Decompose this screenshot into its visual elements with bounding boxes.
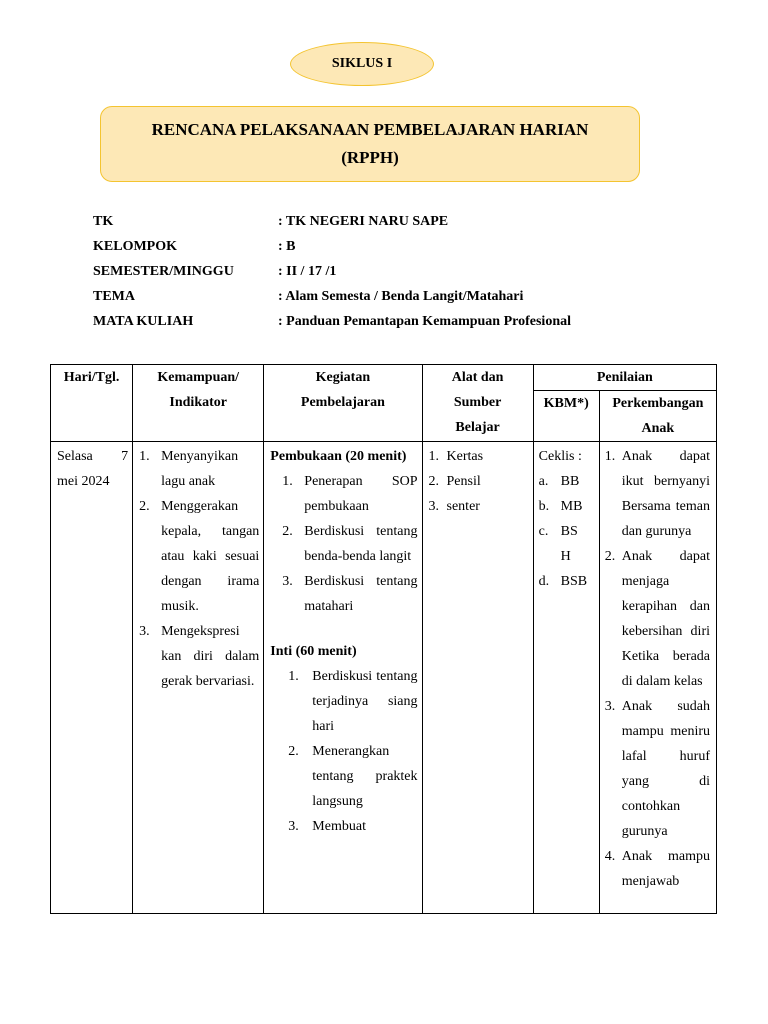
meta-row: [93, 259, 693, 284]
perkembangan-list: [600, 442, 716, 894]
meta-value: : Panduan Pemantapan Kemampuan Profesional: [278, 314, 571, 329]
inti-label: Inti (60 menit): [270, 644, 357, 659]
list-num: 2.: [288, 744, 299, 759]
list-text: Anak dapat menjaga kerapihan dan kebersihan diri Ketika berada di dalam kelas: [621, 549, 710, 689]
header-hari-text: Hari/Tgl.: [63, 370, 120, 385]
header-penilaian-text: Penilaian: [596, 370, 653, 385]
meta-value: : II / 17 /1: [278, 264, 337, 279]
header-perkembangan-line-2: Anak: [641, 421, 675, 436]
list-num: 1.: [428, 449, 440, 464]
meta-value: : B: [278, 239, 296, 254]
list-text: BSB: [560, 574, 588, 589]
list-num: 3.: [604, 699, 616, 714]
list-item: [139, 494, 259, 619]
hari-line-1: [57, 444, 128, 469]
header-alat-line-2: Sumber: [453, 395, 502, 410]
list-num: 2.: [604, 549, 616, 564]
list-item: [282, 469, 417, 519]
cell-kegiatan: [264, 442, 422, 914]
header-kegiatan: [264, 365, 422, 442]
list-item: [539, 569, 597, 594]
table-row: [51, 442, 717, 914]
header-alat-line-1: Alat dan: [451, 370, 504, 385]
title-line-1: RENCANA PELAKSANAAN PEMBELAJARAN HARIAN: [151, 120, 589, 139]
list-text: Anak dapat ikut bernyanyi Bersama teman dan gurunya: [621, 449, 710, 539]
rpph-table: [50, 364, 717, 914]
meta-label: KELOMPOK: [93, 239, 177, 254]
list-num: 3.: [428, 499, 440, 514]
list-num: b.: [538, 499, 550, 514]
list-num: a.: [538, 474, 549, 489]
kegiatan-content: [264, 442, 421, 839]
list-num: 1.: [139, 449, 150, 464]
kbm-content: [534, 442, 599, 594]
header-perkembangan: [599, 391, 716, 442]
list-item: [288, 664, 417, 739]
pembukaan-list: [270, 469, 417, 619]
list-text: Pensil: [446, 474, 481, 489]
list-text: BB: [560, 474, 580, 489]
pembukaan-label: Pembukaan (20 menit): [270, 449, 407, 464]
meta-row: [93, 234, 693, 259]
list-text: BSH: [560, 524, 578, 564]
header-kemampuan-line-1: Kemampuan/: [157, 370, 240, 385]
list-item: [604, 844, 710, 894]
cell-hari: [51, 442, 133, 914]
header-kegiatan-line-1: Kegiatan: [315, 370, 371, 385]
list-item: [288, 814, 417, 839]
cell-kemampuan: [133, 442, 264, 914]
list-item: [288, 739, 417, 814]
meta-value: : Alam Semesta / Benda Langit/Matahari: [278, 289, 524, 304]
list-item: [282, 519, 417, 569]
alat-list: [423, 442, 533, 519]
list-text: Anak mampu menjawab: [621, 849, 710, 889]
meta-label: TEMA: [93, 289, 135, 304]
meta-label: MATA KULIAH: [93, 314, 194, 329]
list-num: 2.: [428, 474, 440, 489]
list-num: 4.: [604, 849, 616, 864]
list-num: 1.: [288, 669, 299, 684]
hari-day: Selasa 7: [57, 449, 129, 464]
list-item: [604, 444, 710, 544]
list-item: [604, 694, 710, 844]
cell-perkembangan: [599, 442, 716, 914]
list-item: [282, 569, 417, 619]
list-num: 3.: [288, 819, 299, 834]
header-alat: [422, 365, 533, 442]
list-item: [139, 619, 259, 694]
list-item: [539, 494, 597, 519]
header-penilaian: [533, 365, 716, 391]
inti-list: [270, 664, 417, 839]
meta-row: [93, 209, 693, 234]
list-num: 2.: [139, 499, 150, 514]
list-item: [429, 494, 529, 519]
list-num: 1.: [604, 449, 616, 464]
header-kegiatan-line-2: Pembelajaran: [300, 395, 385, 410]
list-text: Kertas: [446, 449, 484, 464]
meta-row: [93, 284, 693, 309]
list-text: Menyanyikan lagu anak: [161, 449, 239, 489]
hari-line-2: mei 2024: [57, 474, 110, 489]
list-text: MB: [560, 499, 583, 514]
list-item: [429, 444, 529, 469]
list-text: Mengekspresi kan diri dalam gerak bervariasi.: [161, 624, 260, 689]
list-text: Penerapan SOP pembukaan: [304, 474, 418, 514]
header-alat-line-3: Belajar: [455, 420, 500, 435]
header-kbm: [533, 391, 599, 442]
kemampuan-list: [133, 442, 263, 694]
header-kemampuan: [133, 365, 264, 442]
header-perkembangan-line-1: Perkembangan: [612, 396, 704, 411]
meta-label: SEMESTER/MINGGU: [93, 264, 234, 279]
siklus-badge: [290, 42, 434, 86]
cell-alat: [422, 442, 533, 914]
cell-kbm: [533, 442, 599, 914]
list-num: 3.: [282, 574, 293, 589]
siklus-label: SIKLUS I: [331, 56, 393, 71]
list-num: d.: [538, 574, 550, 589]
list-num: 1.: [282, 474, 293, 489]
list-item: [604, 544, 710, 694]
header-row-1: [51, 365, 717, 391]
meta-label: TK: [93, 214, 114, 229]
meta-info: [93, 209, 693, 334]
list-item: [139, 444, 259, 494]
list-text: Anak sudah mampu meniru lafal huruf yang di contohkan gurunya: [621, 699, 710, 839]
list-item: [539, 519, 597, 569]
list-item: [429, 469, 529, 494]
header-hari: [51, 365, 133, 442]
kbm-label: Ceklis :: [538, 449, 582, 464]
kbm-list: [539, 469, 597, 594]
list-text: senter: [446, 499, 480, 514]
meta-value: : TK NEGERI NARU SAPE: [278, 214, 449, 229]
list-text: Menerangkan tentang praktek langsung: [312, 744, 418, 809]
title-box: [100, 106, 640, 182]
list-text: Membuat: [312, 819, 366, 834]
list-num: 3.: [139, 624, 150, 639]
list-text: Berdiskusi tentang terjadinya siang hari: [312, 669, 418, 734]
list-item: [539, 469, 597, 494]
meta-row: [93, 309, 693, 334]
list-text: Menggerakan kepala, tangan atau kaki sesuai dengan irama musik.: [161, 499, 260, 614]
title-line-2: (RPPH): [341, 148, 399, 167]
header-kbm-text: KBM*): [543, 396, 589, 411]
list-num: c.: [538, 524, 549, 539]
list-text: Berdiskusi tentang benda-benda langit: [304, 524, 418, 564]
list-num: 2.: [282, 524, 293, 539]
list-text: Berdiskusi tentang matahari: [304, 574, 418, 614]
header-kemampuan-line-2: Indikator: [169, 395, 227, 410]
